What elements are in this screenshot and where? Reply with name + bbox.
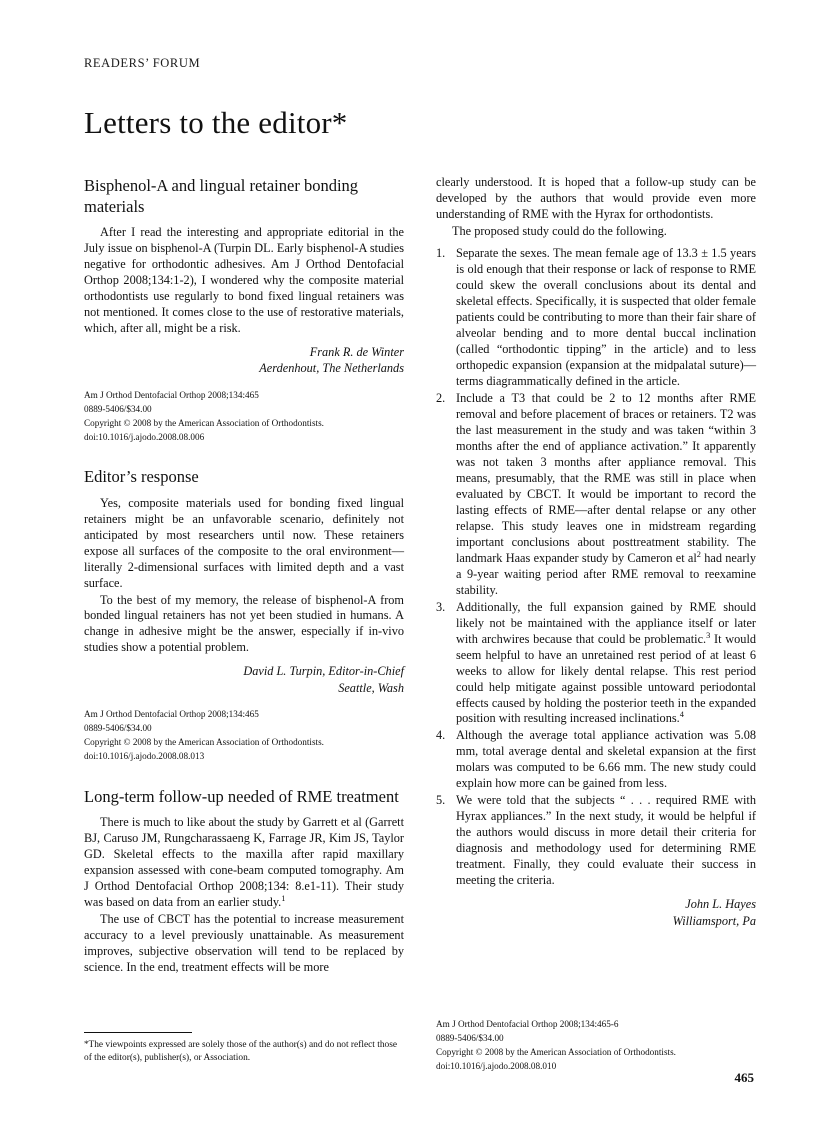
running-head: READERS’ FORUM: [84, 56, 201, 70]
citation-line: Am J Orthod Dentofacial Orthop 2008;134:465: [84, 708, 259, 719]
reference-superscript: 2: [696, 549, 701, 559]
list-item-number: 5.: [436, 793, 446, 808]
list-item: [436, 391, 756, 599]
list-item: [436, 600, 756, 728]
footnote-body: [84, 1038, 404, 1064]
citation-block: [436, 1018, 766, 1074]
citation-line: Copyright © 2008 by the American Association of Orthodontists.: [436, 1046, 676, 1057]
citation-line: 0889-5406/$34.00: [84, 722, 152, 733]
citation-line: doi:10.1016/j.ajodo.2008.08.010: [436, 1060, 557, 1071]
list-item: [436, 728, 756, 792]
page-content: [84, 56, 757, 974]
footnote: [84, 1032, 404, 1064]
author-affiliation: Seattle, Wash: [338, 680, 404, 695]
author-affiliation: Aerdenhout, The Netherlands: [259, 361, 404, 376]
author-name: John L. Hayes: [685, 897, 756, 912]
proposal-list: [436, 246, 756, 889]
reference-superscript: 1: [281, 893, 286, 903]
article-paragraph: The use of CBCT has the potential to increase measurement accuracy to a level previously unattainable. As measurement improves, subjective observation will tend to be replaced by science. In the end, treatment effects will be more: [84, 911, 404, 974]
article-signature: [436, 896, 756, 928]
list-item-text: Additionally, the full expansion gained by RME should likely not be maintained with the appliance itself or later with archwires because that could be problematic.: [456, 599, 756, 646]
article-paragraph: The proposed study could do the following.: [452, 223, 667, 238]
page-number: 465: [734, 1070, 754, 1085]
reference-superscript: 3: [706, 630, 711, 640]
footnote-text: The viewpoints expressed are solely those of the author(s) and do not reflect those of the editor(s), publisher(s), or Association.: [84, 1040, 398, 1063]
citation-block: [84, 708, 404, 764]
citation-block: [84, 389, 404, 445]
citation-line: Am J Orthod Dentofacial Orthop 2008;134:465-6: [436, 1019, 619, 1029]
article-title-bisphenol: Bisphenol-A and lingual retainer bonding materials: [84, 176, 359, 217]
list-item-text-continued: It would seem helpful to have an unretained rest period of at least 6 weeks to allow for likely dental relapse. This rest period could help mitigate against possible untoward periodontal effects caused by holding the posterior teeth in the expanded position with resulting increased inclinations.: [456, 631, 757, 726]
list-item-number: 1.: [436, 245, 446, 260]
citation-line: Am J Orthod Dentofacial Orthop 2008;134:465: [84, 389, 259, 400]
list-item-text: Separate the sexes. The mean female age of 13.3 ± 1.5 years is old enough that their response or lack of response to RME could skew the overall conclusions about its dental and skeletal effects. Specifically, it is suspected that older female patients could be contributing to more than their fair share of alveolar bending and to more dental buccal inclination (called “orthodontic tipping” in the article) and to less orthopedic expansion (expansion at the midpalatal suture)—terms diagrammatically defined in the article.: [456, 245, 756, 388]
list-item-text: We were told that the subjects “ . . . required RME with Hyrax appliances.” In the next study, it would be helpful if the authors would discuss in more detail their criteria for diagnosis and methodology used for determining RME treatment. Finally, they could evaluate their success in meeting the criteria.: [456, 793, 756, 888]
citation-line: Copyright © 2008 by the American Association of Orthodontists.: [84, 736, 324, 747]
left-column: [84, 175, 404, 976]
author-name: Frank R. de Winter: [309, 345, 404, 360]
list-item-number: 3.: [436, 599, 446, 614]
citation-line: doi:10.1016/j.ajodo.2008.08.006: [84, 431, 205, 442]
author-affiliation: Williamsport, Pa: [672, 913, 756, 928]
article-title-editors-response: Editor’s response: [84, 467, 199, 487]
right-column: [436, 175, 756, 929]
reference-superscript: 4: [679, 710, 684, 720]
list-item-number: 4.: [436, 728, 446, 743]
author-name: David L. Turpin, Editor-in-Chief: [243, 664, 404, 679]
citation-line: doi:10.1016/j.ajodo.2008.08.013: [84, 750, 205, 761]
footnote-marker: *: [84, 1039, 89, 1049]
article-paragraph: After I read the interesting and appropriate editorial in the July issue on bisphenol-A (Turpin DL. Early bisphenol-A studies negative for orthodontic adhesives. Am J Orthod Dentofacial Orthop 2008;134:1-2), I wondered why the composite material orthodontists use regularly to bond fixed lingual retainers was not mentioned. It comes close to the use of restorative materials, which, after all, might be a risk.: [84, 225, 404, 336]
citation-line: 0889-5406/$34.00: [436, 1032, 504, 1043]
page-title: Letters to the editor*: [84, 105, 348, 140]
list-item-text: Although the average total appliance activation was 5.08 mm, total average dental and skeletal expansion at the first molars was computed to be 6.66 mm. The new study could explain how more can be gained from less.: [456, 728, 756, 791]
article-paragraph: Yes, composite materials used for bonding fixed lingual retainers might be an unfavorable scenario, definitely not anticipated by most researchers until now. These retainers expose all surfaces of the composite to the oral environment—literally 2-dimensional surfaces with limited depth and a vast surface.: [84, 495, 404, 590]
article-paragraph: To the best of my memory, the release of bisphenol-A from bonded lingual retainers has not yet been studied in humans. A change in adhesive might be the answer, especially if in-vivo studies show a potential problem.: [84, 592, 404, 655]
list-item: [436, 246, 756, 390]
citation-line: 0889-5406/$34.00: [84, 403, 152, 414]
article-paragraph: [84, 815, 404, 911]
article-signature: [84, 344, 404, 376]
article-signature: [84, 663, 404, 695]
list-item-number: 2.: [436, 390, 446, 405]
list-item: [436, 793, 756, 889]
article-title-rme: Long-term follow-up needed of RME treatment: [84, 786, 399, 806]
citation-line: Copyright © 2008 by the American Association of Orthodontists.: [84, 417, 324, 428]
footnote-rule: [84, 1032, 192, 1033]
list-item-text-continued: had nearly a 9-year waiting period after RME removal to reexamine stability.: [456, 550, 756, 597]
list-item-text: Include a T3 that could be 2 to 12 months after RME removal and before placement of braces or retainers. T2 was the last measurement in the study and was taken “within 3 months after the end of appliance activation.” It apparently was not taken 3 months after appliance removal. This means, presumably, that the RME was still in place when evaluated by CBCT. It would be important to record the lasting effects of RME—after dental relapse or any other relapse. This study leaves one in midstream regarding important conclusions about posttreatment stability. The landmark Haas expander study by Cameron et al: [456, 390, 756, 565]
right-citation-wrapper: [436, 1006, 766, 1074]
paragraph-text: There is much to like about the study by Garrett et al (Garrett BJ, Caruso JM, Rungcharassaeng K, Farrage JR, Kim JS, Taylor GD. Skeletal effects to the maxilla after rapid maxillary expansion assessed with cone-beam computed tomography. Am J Orthod Dentofacial Orthop 2008;134: 8.e1-11). Their study was based on data from an earlier study.: [84, 814, 404, 909]
article-paragraph: clearly understood. It is hoped that a follow-up study can be developed by the authors that would provide even more understanding of RME with the Hyrax for orthodontists.: [436, 175, 756, 221]
